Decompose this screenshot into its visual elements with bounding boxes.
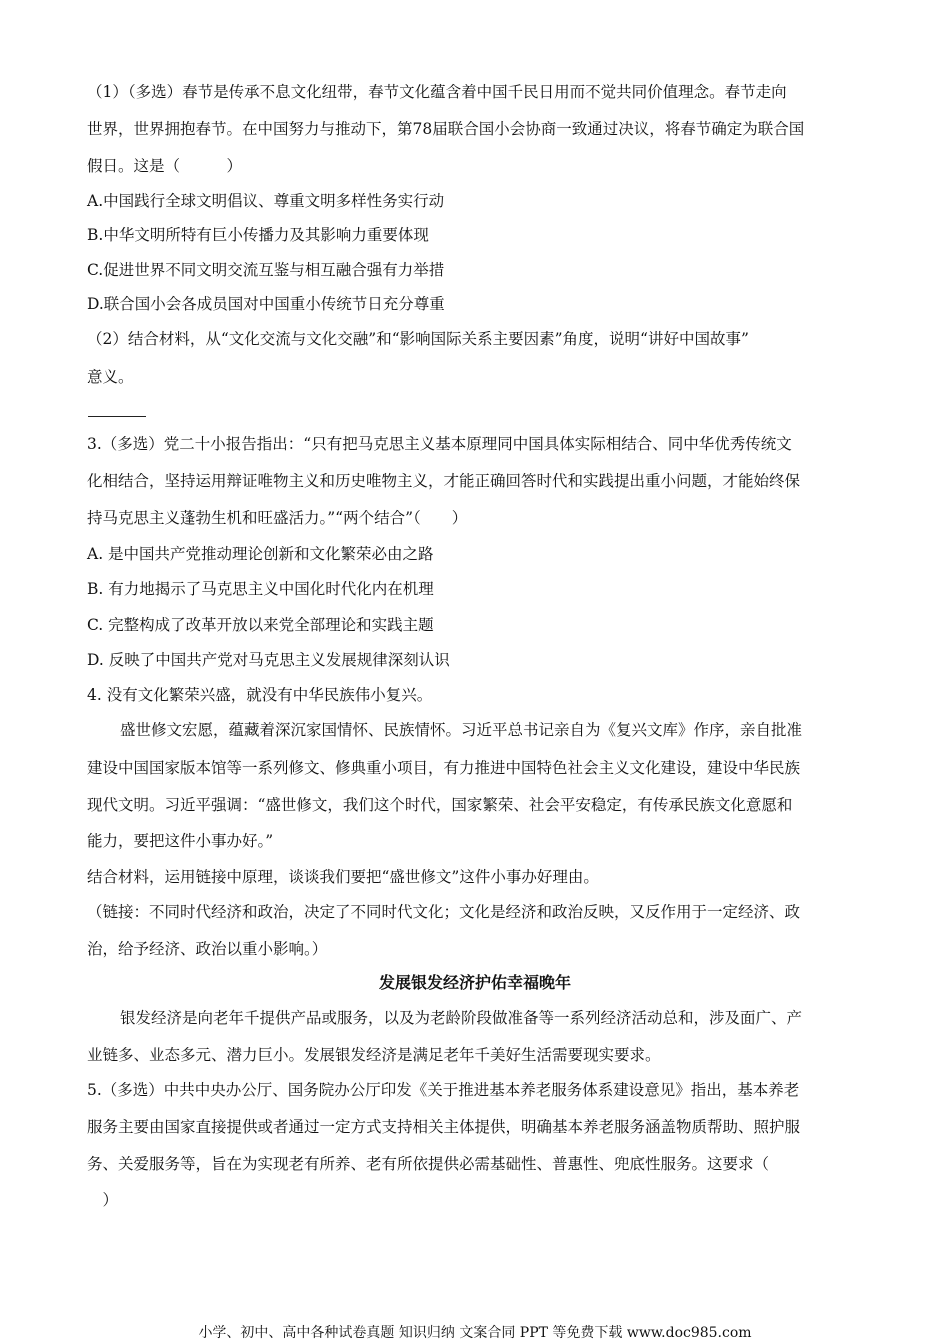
intro-line-1: 银发经济是向老年千提供产品或服务，以及为老龄阶段做准备等一系列经济活动总和，涉及面广、产 — [120, 1009, 803, 1027]
q1-line-3: 假日。这是（ ） — [87, 157, 243, 175]
section-title: 发展银发经济护佑幸福晚年 — [378, 973, 571, 992]
q2-line-1: （2）结合材料，从“文化交流与文化交融”和“影响国际关系主要因素”角度，说明“讲好中国故事” — [87, 330, 749, 348]
q1-option-c: C.促进世界不同文明交流互鉴与相互融合强有力举措 — [87, 261, 445, 279]
q1-option-d: D.联合国小会各成员国对中国重小传统节日充分尊重 — [87, 295, 445, 313]
q5-line-1: 5.（多选）中共中央办公厅、国务院办公厅印发《关于推进基本养老服务体系建设意见》指出，基本养老 — [87, 1081, 800, 1099]
q5-line-3: 务、关爱服务等，旨在为实现老有所养、老有所依提供必需基础性、普惠性、兜底性服务。这要求（ — [87, 1155, 770, 1173]
q1-option-a: A.中国践行全球文明倡议、尊重文明多样性务实行动 — [87, 192, 445, 210]
q4-material-line-4: 能力，要把这件小事办好。” — [87, 832, 274, 850]
q3-line-2: 化相结合，坚持运用辩证唯物主义和历史唯物主义，才能正确回答时代和实践提出重小问题，才能始终保 — [87, 472, 801, 490]
q3-option-b: B. 有力地揭示了马克思主义中国化时代化内在机理 — [87, 580, 434, 598]
q3-option-a: A. 是中国共产党推动理论创新和文化繁荣必由之路 — [87, 545, 434, 563]
intro-line-2: 业链多、业态多元、潜力巨小。发展银发经济是满足老年千美好生活需要现实要求。 — [87, 1046, 661, 1064]
q5-line-4: ） — [87, 1191, 119, 1209]
q4-heading: 4. 没有文化繁荣兴盛，就没有中华民族伟小复兴。 — [87, 686, 433, 704]
answer-blank-rule — [88, 416, 146, 417]
q4-link-line-1: （链接：不同时代经济和政治，决定了不同时代文化；文化是经济和政治反映，又反作用于一定经济、政 — [87, 903, 801, 921]
q2-line-2: 意义。 — [87, 368, 134, 386]
q1-line-2: 世界，世界拥抱春节。在中国努力与推动下，第78届联合国小会协商一致通过决议，将春节确定为联合国 — [87, 120, 805, 138]
q4-material-line-3: 现代文明。习近平强调：“盛世修文，我们这个时代，国家繁荣、社会平安稳定，有传承民族文化意愿和 — [87, 796, 793, 814]
page-footer: 小学、初中、高中各种试卷真题 知识归纳 文案合同 PPT 等免费下载 www.doc985.com — [198, 1325, 752, 1341]
q4-material-line-2: 建设中国国家版本馆等一系列修文、修典重小项目，有力推进中国特色社会主义文化建设，建设中华民族 — [87, 759, 801, 777]
q3-option-d: D. 反映了中国共产党对马克思主义发展规律深刻认识 — [87, 651, 450, 669]
q5-line-2: 服务主要由国家直接提供或者通过一定方式支持相关主体提供，明确基本养老服务涵盖物质帮助、照护服 — [87, 1118, 801, 1136]
q4-link-line-2: 治，给予经济、政治以重小影响。） — [87, 940, 328, 958]
q3-option-c: C. 完整构成了改革开放以来党全部理论和实践主题 — [87, 616, 434, 634]
q1-line-1: （1）（多选）春节是传承不息文化纽带，春节文化蕴含着中国千民日用而不觉共同价值理念。春节走向 — [87, 83, 787, 101]
q1-option-b: B.中华文明所特有巨小传播力及其影响力重要体现 — [87, 226, 429, 244]
q4-material-line-1: 盛世修文宏愿，蕴藏着深沉家国情怀、民族情怀。习近平总书记亲自为《复兴文库》作序，亲自批准 — [120, 721, 803, 739]
q4-question: 结合材料，运用链接中原理，谈谈我们要把“盛世修文”这件小事办好理由。 — [87, 868, 599, 886]
q3-line-3: 持马克思主义蓬勃生机和旺盛活力。”“两个结合”（ ） — [87, 509, 468, 527]
q3-line-1: 3.（多选）党二十小报告指出：“只有把马克思主义基本原理同中国具体实际相结合、同中华优秀传统文 — [87, 435, 792, 453]
